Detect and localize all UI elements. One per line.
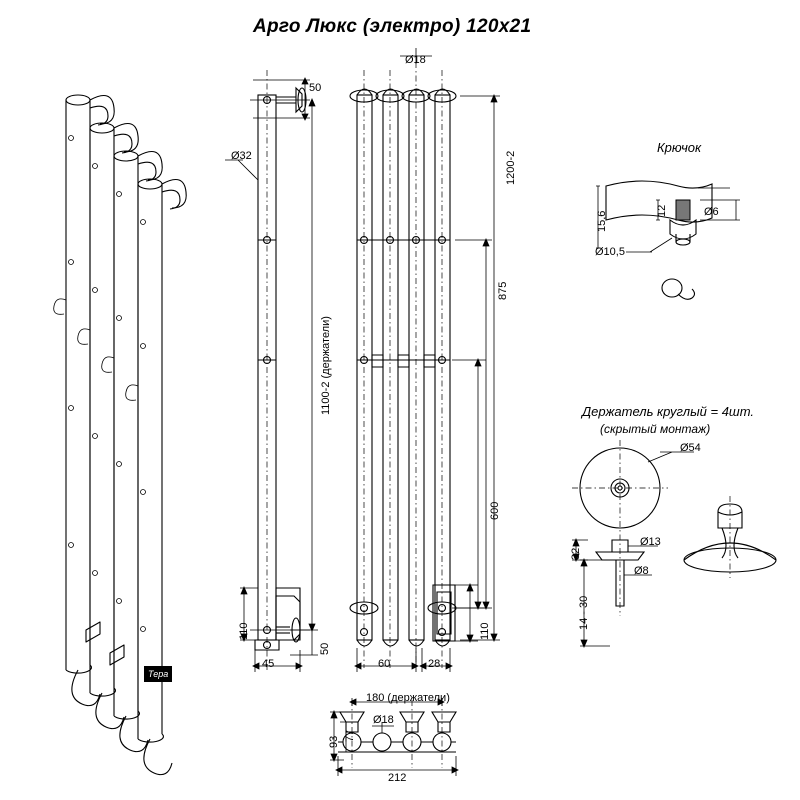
dim-180-holders: 180 (держатели): [366, 692, 450, 704]
dim-875: 875: [497, 281, 509, 300]
dim-hook-d105: Ø10,5: [595, 246, 625, 258]
dim-hook-156: 15,6: [596, 210, 608, 232]
dim-holder-32: 32: [570, 547, 582, 560]
dim-holder-d54: Ø54: [680, 442, 701, 454]
holder-section-subtitle: (скрытый монтаж): [600, 422, 711, 436]
perspective-details: [54, 136, 146, 632]
page-title: Арго Люкс (электро) 120х21: [253, 16, 532, 37]
front-view-centerlines: [364, 62, 442, 668]
dim-600: 600: [489, 501, 501, 520]
hook-dimensions: [596, 186, 740, 252]
dim-holder-d8: Ø8: [634, 565, 649, 577]
dim-50-top-left: 50: [309, 82, 322, 94]
hook-section-title: Крючок: [657, 140, 702, 155]
dim-1200: 1200-2: [505, 150, 517, 185]
holder-centerlines: [572, 440, 730, 616]
dim-45: 45: [262, 658, 275, 670]
hook-detail: [606, 181, 712, 299]
dim-50-bottom-left: 50: [319, 642, 331, 655]
dim-hook-12: 12: [656, 204, 668, 217]
side-view: [255, 88, 306, 650]
dim-1100-holders: 1100-2 (держатели): [320, 316, 332, 415]
holder-detail: [580, 448, 776, 606]
dim-d32: Ø32: [231, 150, 252, 162]
dim-d18-bottom: Ø18: [373, 714, 394, 726]
plan-view-centerlines: [352, 700, 442, 768]
holder-section-title: Держатель круглый = 4шт.: [582, 404, 755, 419]
dim-holder-d13: Ø13: [640, 536, 661, 548]
dim-d18-top: Ø18: [405, 54, 426, 66]
dim-60: 60: [378, 658, 391, 670]
front-view: [350, 89, 456, 646]
dim-93: 93: [328, 735, 340, 748]
holder-dimensions: [572, 452, 694, 647]
dim-28: 28: [428, 658, 441, 670]
dim-110-left: 110: [238, 622, 250, 640]
dim-hook-d6: Ø6: [704, 206, 719, 218]
logo-text: Тера: [148, 669, 169, 679]
dim-110-right: 110: [479, 622, 491, 640]
dim-77: 77: [344, 729, 356, 742]
dim-holder-14-30: 14 - 30: [578, 595, 590, 630]
dim-212: 212: [388, 772, 407, 784]
